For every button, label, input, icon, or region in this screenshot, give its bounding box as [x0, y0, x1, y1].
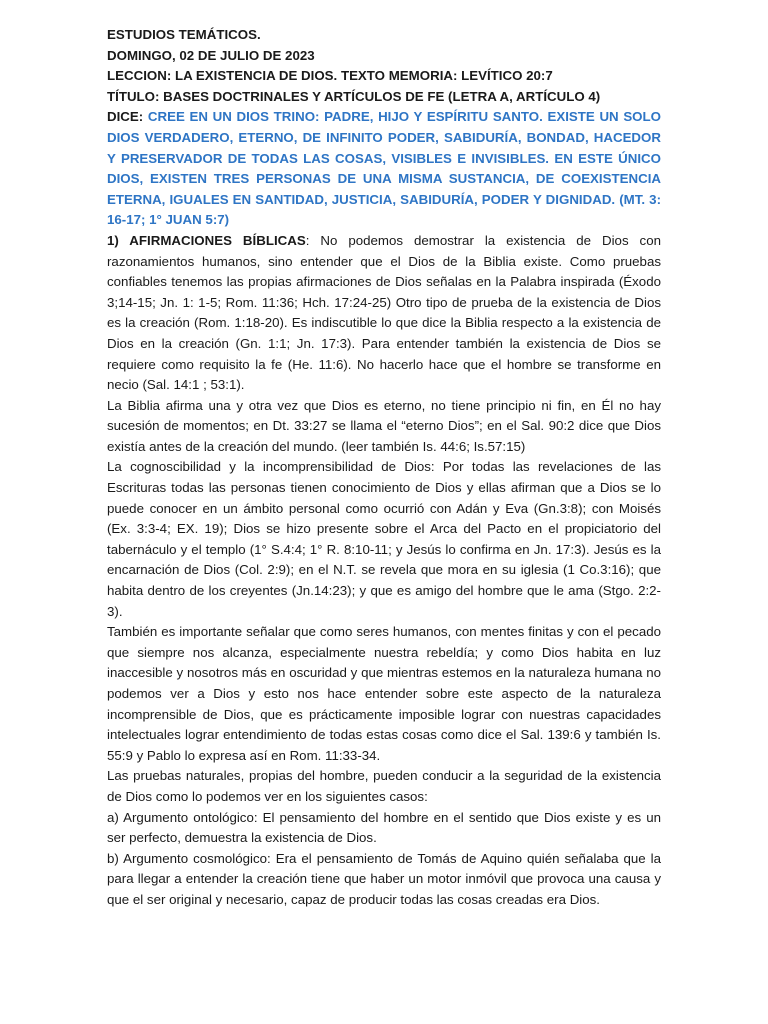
- section-text: : No podemos demostrar la existencia de Dios con razonamientos humanos, sino entender que el Dios de la Biblia existe. Como pruebas confiables tenemos las propias afirmaciones de Dios señalas en la Palabra inspirada (Éxodo 3;14-15; Jn. 1: 1-5; Rom. 11:36; Hch. 17:24-25) Otro tipo de prueba de la existencia de Dios es la creación (Rom. 1:18-20). Es indiscutible lo que dice la Biblia respecto a la existencia de Dios en la creación (Gn. 1:1; Jn. 17:3). Para entender también la existencia de Dios se requiere como requisito la fe (He. 11:6). No hacerlo hace que el hombre se transforme en necio (Sal. 14:1 ; 53:1).: [107, 232, 661, 393]
- section-biblical-affirmations: [107, 231, 661, 396]
- header-title: TÍTULO: BASES DOCTRINALES Y ARTÍCULOS DE FE (LETRA A, ARTÍCULO 4): [107, 88, 601, 104]
- paragraph-natural-proofs: Las pruebas naturales, propias del hombre, pueden conducir a la seguridad de la existencia de Dios como lo podemos ver en los siguientes casos:: [107, 768, 661, 804]
- paragraph-incomprehensibility: También es importante señalar que como seres humanos, con mentes finitas y con el pecado que siempre nos alcanza, especialmente nuestra rebeldía; y como Dios habita en luz inaccesible y nosotros más en oscuridad y que mientras estemos en la naturaleza humana no podemos ver a Dios y esto nos hace entender sobre este aspecto de la naturaleza incomprensible de Dios, que es prácticamente imposible lograr con nuestras capacidades intelectuales lograr entendimiento de todas estas cosas como dice el Sal. 139:6 y también Is. 55:9 y Pablo lo expresa así en Rom. 11:33-34.: [107, 624, 661, 763]
- header-lesson: LECCION: LA EXISTENCIA DE DIOS. TEXTO MEMORIA: LEVÍTICO 20:7: [107, 68, 553, 84]
- paragraph-cosmological-argument: b) Argumento cosmológico: Era el pensamiento de Tomás de Aquino quién señalaba que la para llegar a entender la creación tiene que haber un motor inmóvil que provoca una causa y que el ser original y necesario, capaz de producir todas las cosas creadas era Dios.: [107, 850, 661, 907]
- paragraph-knowability: La cognoscibilidad y la incomprensibilidad de Dios: Por todas las revelaciones de las Escrituras todas las personas tienen conocimiento de Dios y ellas afirman que a Dios se lo puede conocer en un ámbito personal como ocurrió con Adán y Eva (Gn.3:8); con Moisés (Ex. 3:3-4; EX. 19); Dios se hizo presente sobre el Arca del Pacto en el propiciatorio del tabernáculo y el templo (1° S.4:4; 1° R. 8:10-11; y Jesús lo confirma en Jn. 17:3). Jesús es la encarnación de Dios (Col. 2:9); en el N.T. se revela que mora en su iglesia (1 Co.3:16); que habita dentro de los creyentes (Jn.14:23); y que es amigo del hombre que le ama (Stgo. 2:2-3).: [107, 459, 661, 619]
- header-date: DOMINGO, 02 DE JULIO DE 2023: [107, 47, 315, 63]
- paragraph-ontological-argument: a) Argumento ontológico: El pensamiento del hombre en el sentido que Dios existe y es un ser perfecto, demuestra la existencia de Dios.: [107, 809, 661, 846]
- creed-label: DICE:: [107, 109, 144, 125]
- creed-block: [107, 107, 661, 231]
- paragraph-eternity: La Biblia afirma una y otra vez que Dios es eterno, no tiene principio ni fin, en Él no hay sucesión de momentos; en Dt. 33:27 se llama el “eterno Dios”; en el Sal. 90:2 dice que Dios existía antes de la creación del mundo. (leer también Is. 44:6; Is.57:15): [107, 397, 661, 454]
- section-title: 1) AFIRMACIONES BÍBLICAS: [107, 232, 306, 248]
- header-study-type: ESTUDIOS TEMÁTICOS.: [107, 27, 261, 42]
- creed-text: CREE EN UN DIOS TRINO: PADRE, HIJO Y ESPÍRITU SANTO. EXISTE UN SOLO DIOS VERDADERO, ETERNO, DE INFINITO PODER, SABIDURÍA, BONDAD, HACEDOR Y PRESERVADOR DE TODAS LAS COSAS, VISIBLES E INVISIBLES. EN ESTE ÚNICO DIOS, EXISTEN TRES PERSONAS DE UNA MISMA SUSTANCIA, DE COEXISTENCIA ETERNA, IGUALES EN SANTIDAD, JUSTICIA, SABIDURÍA, PODER Y DIGNIDAD. (MT. 3: 16-17; 1° JUAN 5:7): [107, 109, 661, 228]
